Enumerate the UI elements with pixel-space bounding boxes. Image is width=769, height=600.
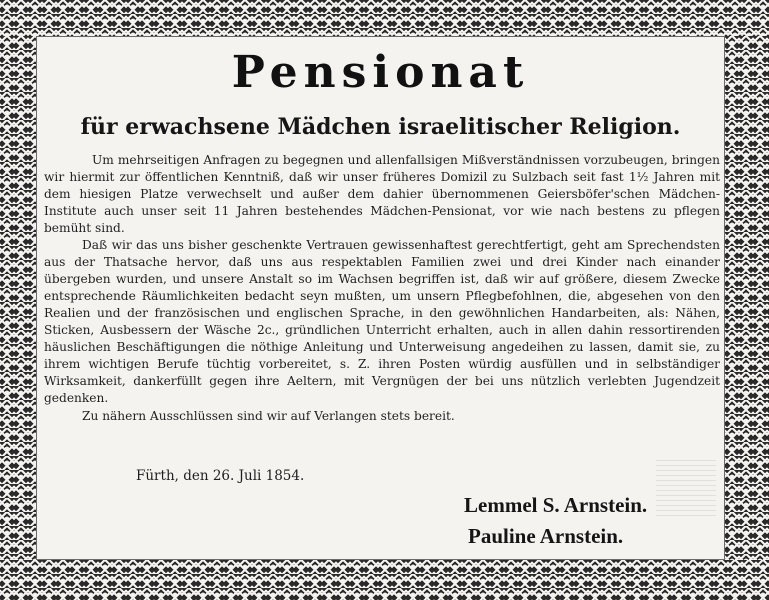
signature-lemmel: Lemmel S. Arnstein. xyxy=(464,493,648,517)
ornamental-border-left xyxy=(0,36,36,560)
paragraph-inquiries: Zu nähern Ausschlüssen sind wir auf Verlangen stets bereit. xyxy=(82,409,455,423)
notice-body xyxy=(44,152,720,425)
advertisement-panel xyxy=(36,36,725,560)
dateline: Fürth, den 26. Juli 1854. xyxy=(136,468,305,484)
paragraph-reputation: Daß wir das uns bisher geschenkte Vertrauen gewissenhaftest gerechtfertigt, geht am Sprechendsten aus der Thatsache hervor, daß uns aus respektablen Familien zwei und drei Kinder nach einander übergeben wurden, und unsere Anstalt so im Wachsen begriffen ist, daß wir auf größere, diesem Zwecke entsprechende Räumlichkeiten bedacht seyn mußten, um unsern Pflegbefohlnen, die, abgesehen von den Realien und der französischen und englischen Sprache, in den gewöhnlichen Handarbeiten, als: Nähen, Sticken, Ausbessern der Wäsche 2c., gründlichen Unterricht erhalten, auch in allen dahin ressortirenden häuslichen Beschäftigungen die nöthige Anleitung und Unterweisung angedeihen zu lassen, damit sie, zu ihrem wichtigen Berufe tüchtig vorbereitet, s. Z. ihren Posten würdig ausfüllen und in selbständiger Wirksamkeit, dankerfüllt gegen ihre Aeltern, mit Vergnügen der bei uns nützlich verlebten Jugendzeit gedenken. xyxy=(44,238,720,405)
paragraph-announcement: Um mehrseitigen Anfragen zu begegnen und allenfallsigen Mißverständnissen vorzubeugen, bringen wir hiermit zur öffentlichen Kenntniß, daß wir unser früheres Domizil zu Sulzbach seit fast 1½ Jahren mit dem hiesigen Platze verwechselt und außer dem dahier übernommenen Geiersböfer'schen Mädchen-Institute auch unser seit 11 Jahren bestehendes Mädchen-Pensionat, vor wie nach bestens zu pflegen bemüht sind. xyxy=(44,153,720,235)
ornamental-border-bottom xyxy=(0,560,769,600)
notice-title: Pensionat xyxy=(231,47,530,98)
signature-block xyxy=(464,490,714,552)
signature-pauline: Pauline Arnstein. xyxy=(468,524,624,548)
notice-subtitle: für erwachsene Mädchen israelitischer Religion. xyxy=(80,114,681,140)
ornamental-border-top xyxy=(0,0,769,36)
ornamental-border-right xyxy=(725,36,769,560)
